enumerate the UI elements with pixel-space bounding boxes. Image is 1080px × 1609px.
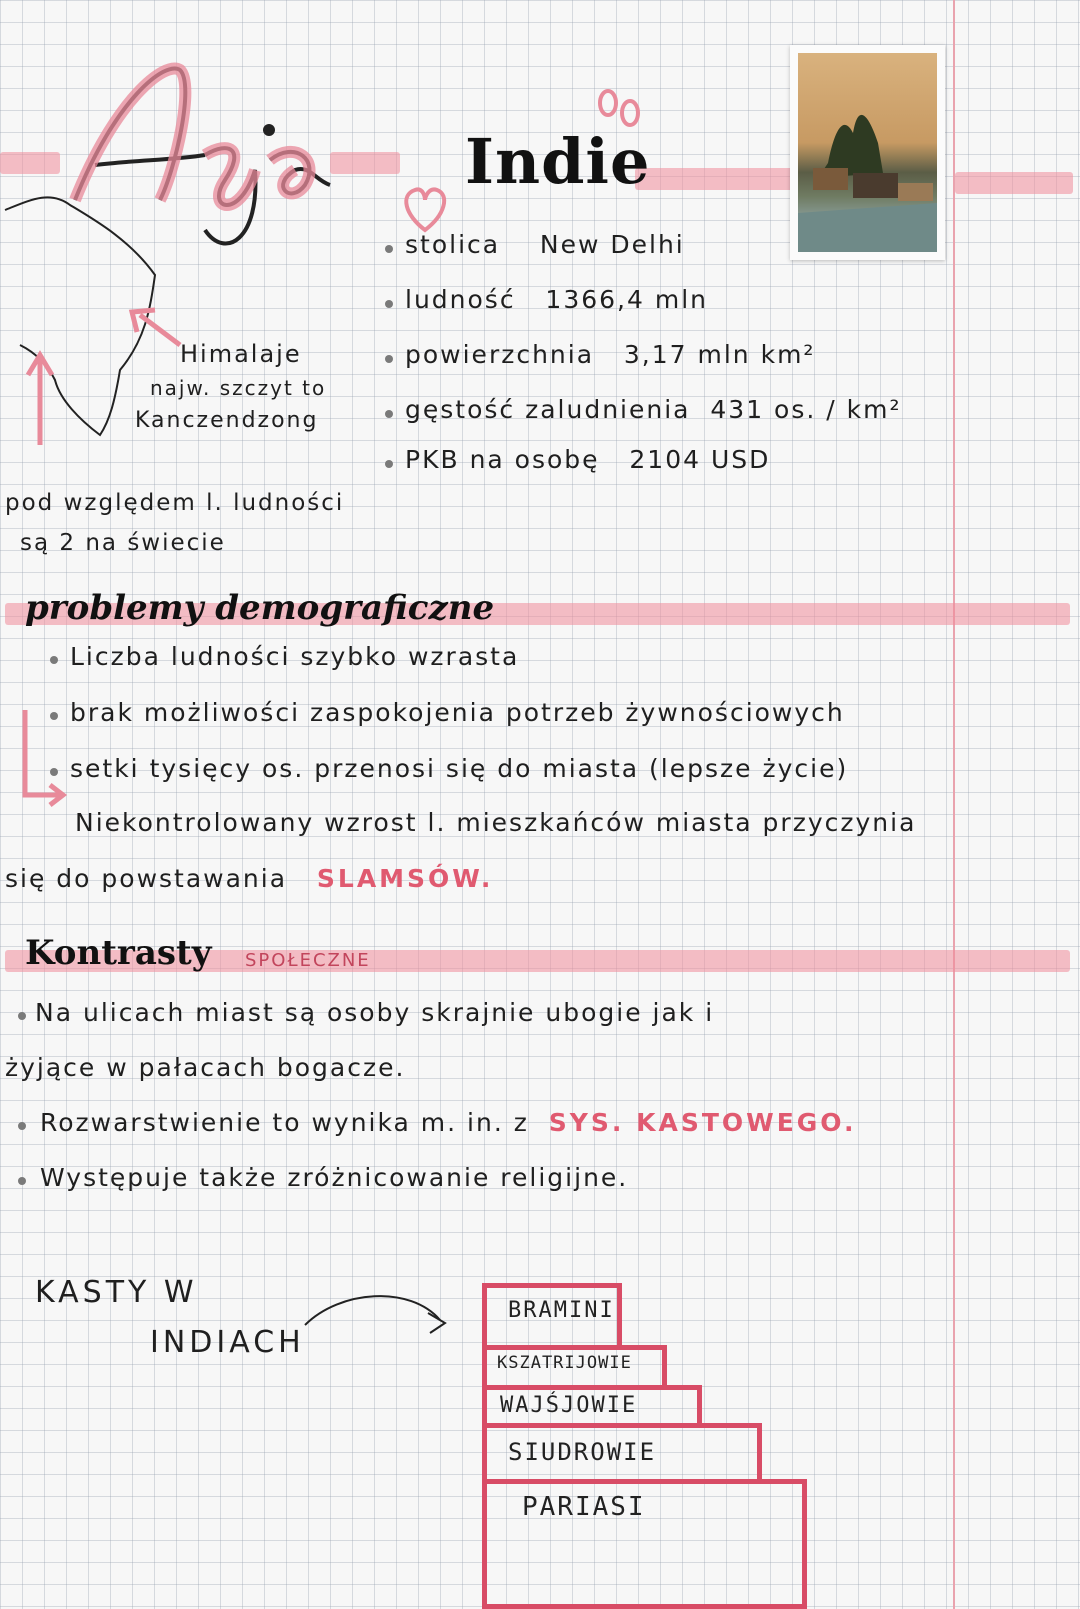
- map-note-range: Himalaje: [180, 340, 302, 368]
- consequence-line2: [5, 864, 493, 893]
- fact-row: [405, 285, 708, 314]
- list-bullet: [50, 656, 58, 664]
- fact-bullet: [385, 300, 393, 308]
- village-scene-icon: [798, 53, 937, 252]
- fact-row: [405, 340, 815, 369]
- list-bullet: [18, 1122, 26, 1130]
- title-highlight-right: [635, 168, 795, 190]
- flower-doodle-icon: [590, 85, 650, 139]
- castes-title-line2: INDIACH: [150, 1325, 305, 1360]
- fact-label: stolica: [405, 230, 501, 259]
- caste-label: PARIASI: [522, 1492, 646, 1522]
- fact-row: [405, 395, 902, 424]
- fact-bullet: [385, 410, 393, 418]
- contrast-item2-text: Rozwarstwienie to wynika m. in. z: [40, 1108, 529, 1137]
- castes-arrow-icon: [300, 1285, 460, 1349]
- contrast-item3: Występuje także zróżnicowanie religijne.: [40, 1163, 629, 1192]
- country-title: Indie: [465, 125, 651, 198]
- fact-row: [405, 230, 685, 259]
- landscape-image: [798, 53, 937, 252]
- fact-value: 1366,4 mln: [545, 285, 708, 314]
- contrast-item1-line2: żyjące w pałacach bogacze.: [5, 1053, 406, 1082]
- fact-value: 3,17 mln km²: [623, 340, 816, 369]
- list-bullet: [18, 1012, 26, 1020]
- fact-bullet: [385, 245, 393, 253]
- slums-emphasis: SLAMSÓW.: [316, 864, 494, 893]
- map-note-peak-line1: najw. szczyt to: [150, 376, 327, 400]
- caste-label: KSZATRIJOWIE: [497, 1353, 632, 1373]
- facts-list: [385, 225, 935, 490]
- contrasts-heading: Kontrasty: [25, 933, 212, 973]
- fact-bullet: [385, 355, 393, 363]
- population-note-line2: są 2 na świecie: [20, 530, 226, 556]
- castes-title-line1: KASTY W: [35, 1275, 198, 1310]
- consequence-line1: Niekontrolowany wzrost l. mieszkańców miasta przyczynia: [75, 808, 917, 837]
- caste-label: WAJŚJOWIE: [500, 1393, 638, 1418]
- demography-item: brak możliwości zaspokojenia potrzeb żywnościowych: [70, 698, 845, 727]
- consequence-arrow-icon: [15, 705, 75, 819]
- contrast-item1-line1: Na ulicach miast są osoby skrajnie ubogie jak i: [35, 998, 715, 1027]
- fact-label: powierzchnia: [405, 340, 595, 369]
- fact-value: 2104 USD: [629, 445, 771, 474]
- fact-label: ludność: [405, 285, 516, 314]
- caste-label: BRAMINI: [508, 1298, 615, 1323]
- fact-row: [405, 445, 770, 474]
- fact-bullet: [385, 460, 393, 468]
- fact-value: New Delhi: [539, 230, 685, 259]
- fact-value: 431 os. / km²: [710, 395, 902, 424]
- consequence-text: się do powstawania: [5, 864, 288, 893]
- page-margin-line: [953, 0, 955, 1609]
- caste-system-emphasis: SYS. KASTOWEGO.: [548, 1108, 857, 1137]
- title-highlight-margin: [955, 172, 1073, 194]
- caste-label: SIUDROWIE: [508, 1438, 657, 1466]
- title-highlight-left: [0, 152, 60, 174]
- demography-item: setki tysięcy os. przenosi się do miasta (lepsze życie): [70, 754, 849, 783]
- demography-item: Liczba ludności szybko wzrasta: [70, 642, 520, 671]
- contrasts-subheading: SPOŁECZNE: [245, 950, 371, 971]
- fact-label: PKB na osobę: [405, 445, 600, 474]
- map-note-peak-line2: Kanczendzong: [135, 408, 319, 433]
- list-bullet: [18, 1177, 26, 1185]
- population-note-line1: pod względem l. ludności: [5, 490, 345, 516]
- demography-heading: problemy demograficzne: [25, 588, 495, 628]
- fact-label: gęstość zaludnienia: [405, 395, 691, 424]
- contrast-item2: [40, 1108, 857, 1137]
